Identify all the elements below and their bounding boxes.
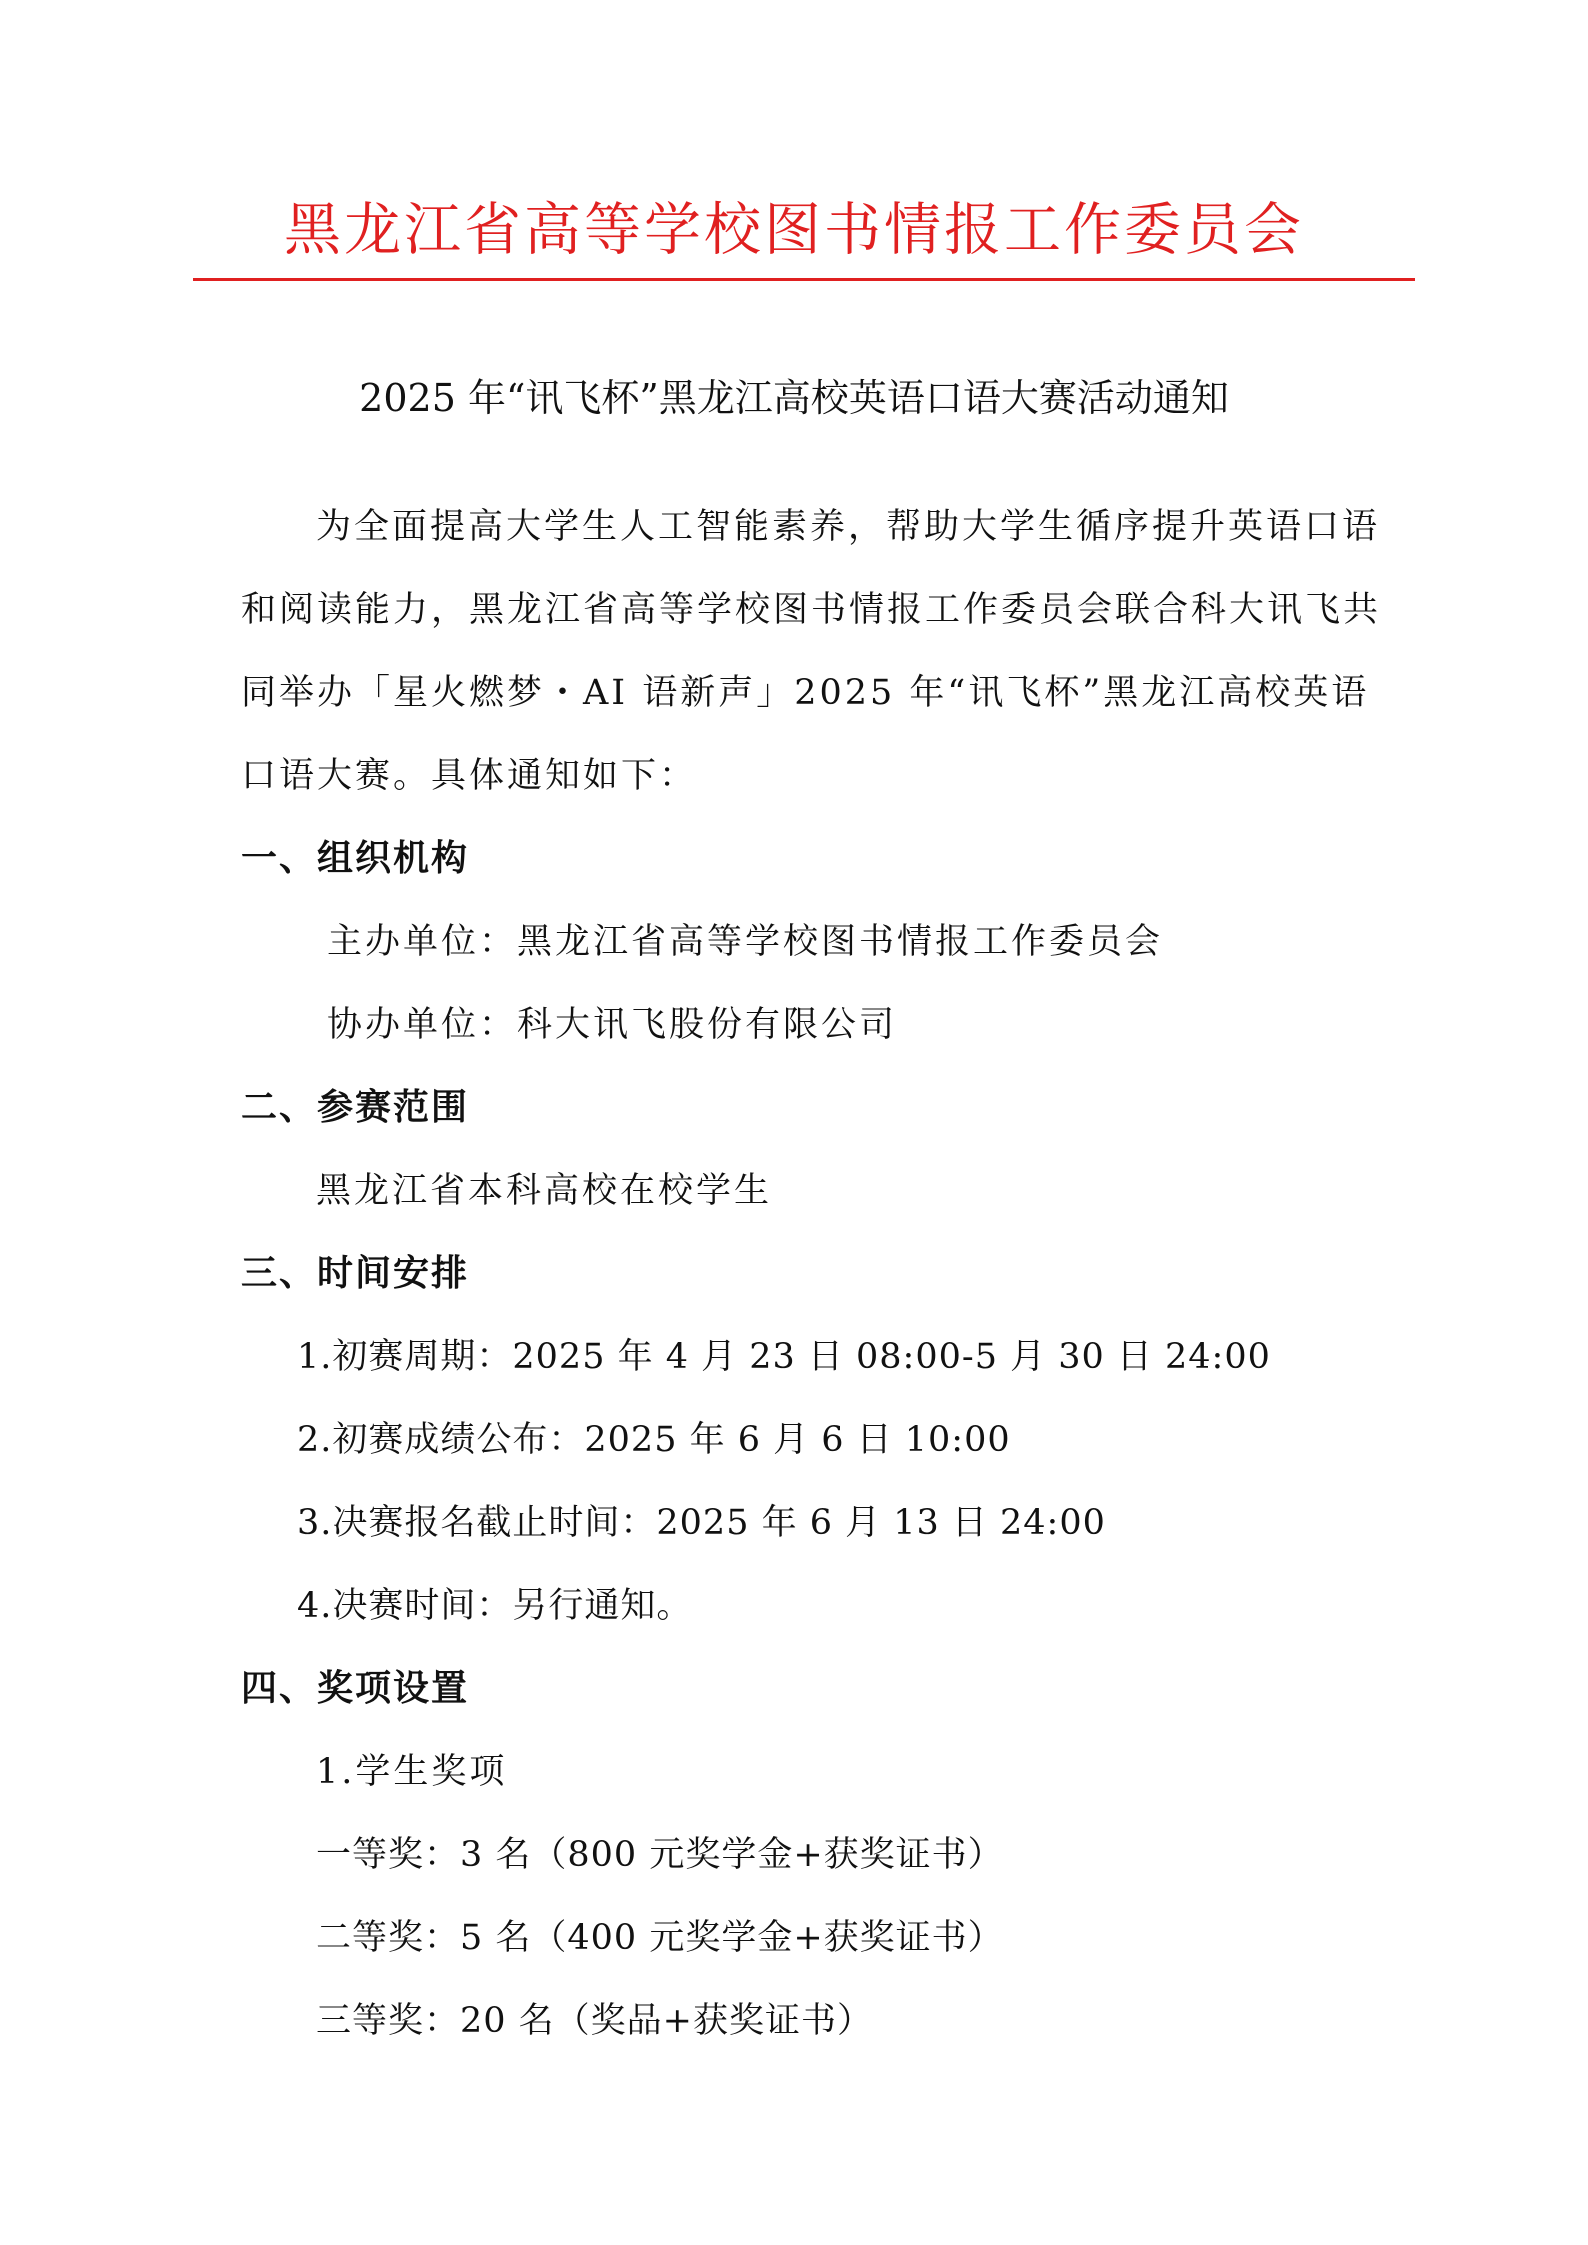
header-divider xyxy=(193,278,1415,281)
section-heading-awards: 四、奖项设置 xyxy=(241,1668,470,1709)
schedule-item-3: 3.决赛报名截止时间：2025 年 6 月 13 日 24:00 xyxy=(297,1503,1106,1543)
organization-header: 黑龙江省高等学校图书情报工作委员会 xyxy=(284,197,1304,263)
section-heading-scope: 二、参赛范围 xyxy=(241,1087,470,1128)
schedule-item-2: 2.初赛成绩公布：2025 年 6 月 6 日 10:00 xyxy=(297,1420,1011,1460)
award-first-prize: 一等奖：3 名（800 元奖学金+获奖证书） xyxy=(316,1835,1004,1875)
co-host-unit: 协办单位：科大讯飞股份有限公司 xyxy=(327,1005,898,1045)
awards-subheading-students: 1.学生奖项 xyxy=(316,1752,508,1792)
document-title: 2025 年“讯飞杯”黑龙江高校英语口语大赛活动通知 xyxy=(359,376,1229,420)
schedule-item-1: 1.初赛周期：2025 年 4 月 23 日 08:00-5 月 30 日 24:00 xyxy=(297,1337,1271,1377)
intro-line-3: 同举办「星火燃梦・AI 语新声」2025 年“讯飞杯”黑龙江高校英语 xyxy=(241,673,1370,713)
host-unit: 主办单位：黑龙江省高等学校图书情报工作委员会 xyxy=(327,922,1164,962)
award-second-prize: 二等奖：5 名（400 元奖学金+获奖证书） xyxy=(316,1918,1004,1958)
scope-text: 黑龙江省本科高校在校学生 xyxy=(316,1171,773,1211)
intro-line-2: 和阅读能力，黑龙江省高等学校图书情报工作委员会联合科大讯飞共 xyxy=(241,590,1382,630)
intro-line-4: 口语大赛。具体通知如下： xyxy=(241,756,698,796)
award-third-prize: 三等奖：20 名（奖品+获奖证书） xyxy=(316,2001,873,2041)
intro-line-1: 为全面提高大学生人工智能素养，帮助大学生循序提升英语口语 xyxy=(316,507,1381,547)
schedule-item-4: 4.决赛时间：另行通知。 xyxy=(297,1586,693,1626)
section-heading-organization: 一、组织机构 xyxy=(241,838,470,879)
section-heading-schedule: 三、时间安排 xyxy=(241,1253,470,1294)
